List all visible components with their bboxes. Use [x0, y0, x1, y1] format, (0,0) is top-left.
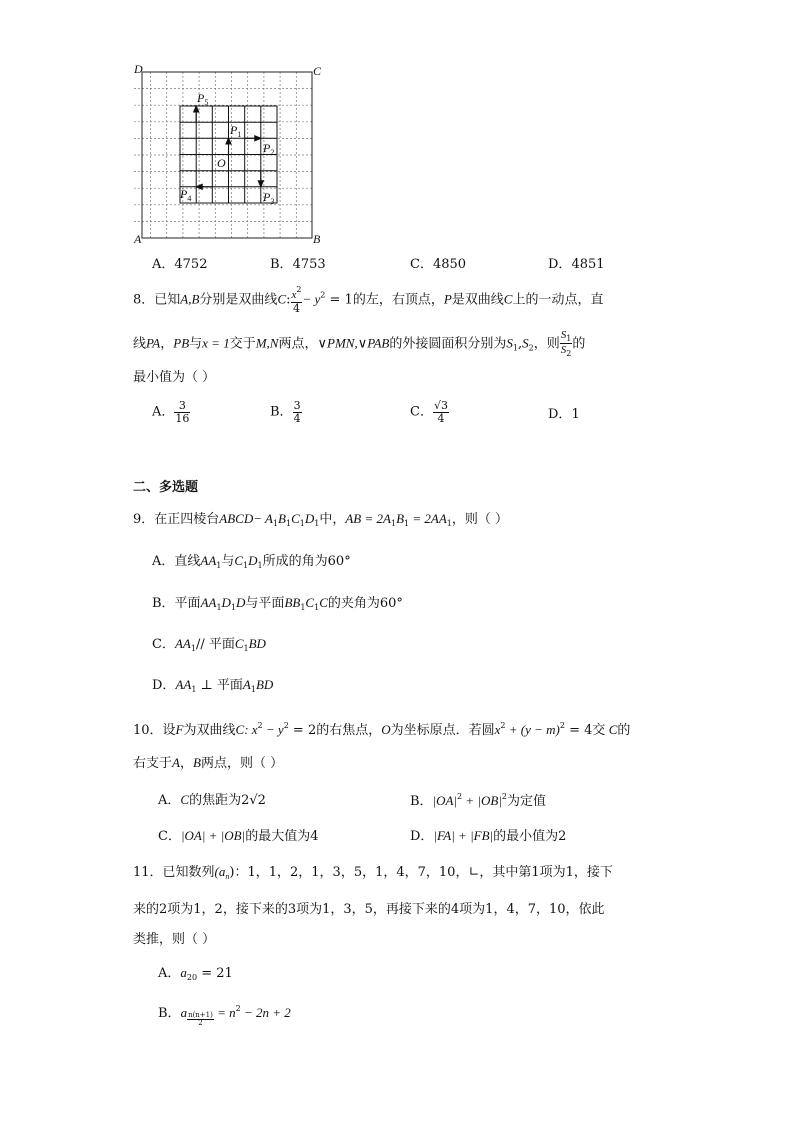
q8-option-a[interactable]: A． $\frac{3}{16}$: [152, 399, 190, 425]
q7-option-b[interactable]: B．4753: [270, 257, 326, 272]
q10-stem-line1: 10．设F为双曲线C: $x^2 - y^2 = 2$的右焦点，O为坐标原点．若圆$x^2 + (y - m)^2 = 4$交 C的: [133, 721, 631, 738]
q9-option-b[interactable]: B．平面$AA_1D_1D$与平面$BB_1C_1C$的夹角为60°: [152, 595, 403, 612]
q9-option-a[interactable]: A．直线$AA_1$与$C_1D_1$所成的角为60°: [152, 553, 351, 570]
corner-a-label: A: [134, 232, 142, 246]
q8-stem-line1: 8．已知A,B分别是双曲线C: $\frac{x^2}{4}$ − $y^2 = 1$的左，右顶点，P是双曲线C上的一动点，直: [133, 285, 604, 315]
q8-option-d[interactable]: D．1: [548, 407, 580, 422]
q10-option-b[interactable]: B．$|OA|^2 + |OB|^2$为定值: [410, 792, 546, 809]
q11-stem-line1: 11．已知数列$(a_n)$：1，1，2，1，3，5，1，4，7，10，∟，其中第1项为1，接下: [133, 864, 613, 881]
p3-label: $P_3$: [263, 190, 275, 206]
q9-option-d[interactable]: D．$AA_1$ ⊥ 平面$A_1BD$: [152, 677, 274, 694]
corner-c-label: C: [313, 64, 322, 78]
grid-figure-svg: [130, 60, 330, 250]
q8-option-c[interactable]: C． $\frac{√3}{4}$: [410, 399, 448, 425]
p5-label: $P_5$: [197, 91, 209, 107]
q9-option-c[interactable]: C．$AA_1//$ 平面$C_1BD$: [152, 636, 266, 653]
origin-label: O: [217, 156, 226, 170]
q8-option-b[interactable]: B． $\frac{3}{4}$: [270, 399, 301, 425]
p1-label: $P_1$: [230, 123, 242, 139]
q11-stem-line2: 来的2项为1，2，接下来的3项为1，3，5，再接下来的4项为1，4，7，10，依此: [133, 902, 605, 917]
s1-over-s2: $\frac{S_1}{S_2}$: [560, 329, 572, 359]
q11-option-a[interactable]: A．$a_{20} = 21$: [158, 965, 233, 982]
x2-over-4: $\frac{x^2}{4}$: [291, 285, 302, 315]
q10-stem-line2: 右支于A，B两点，则（ ）: [133, 755, 284, 771]
q10-option-a[interactable]: A．C的焦距为2√2: [158, 792, 266, 808]
corner-d-label: D: [134, 62, 143, 76]
q10-option-c[interactable]: C．|OA| + |OB|的最大值为4: [158, 828, 319, 844]
q7-option-a[interactable]: A．4752: [152, 257, 208, 272]
q10-option-d[interactable]: D．|FA| + |FB|的最小值为2: [410, 828, 567, 844]
q8-stem-line2: 线PA，PB与x = 1交于M,N两点，∨PMN,∨PAB的外接圆面积分别为$S_1,S_2$，则 $\frac{S_1}{S_2}$ 的: [133, 329, 586, 359]
q7-option-c[interactable]: C．4850: [410, 257, 467, 272]
q8-stem-line3: 最小值为（ ）: [133, 370, 216, 385]
q11-stem-line3: 类推，则（ ）: [133, 932, 216, 947]
corner-b-label: B: [313, 232, 321, 246]
grid-figure: [130, 60, 330, 253]
section-title: 二、多选题: [133, 480, 199, 495]
q11-option-b[interactable]: B．a $\frac{n(n+1)}{2}$ = $n^2 - 2n + 2$: [158, 1004, 291, 1027]
p4-label: $P_4$: [180, 187, 192, 203]
q7-option-d[interactable]: D．4851: [548, 257, 605, 272]
q9-stem: 9．在正四棱台ABCD− $A_1B_1C_1D_1$中，AB = $2A_1B_1 = 2AA_1$，则（ ）: [133, 511, 508, 528]
p2-label: $P_2$: [263, 141, 275, 157]
